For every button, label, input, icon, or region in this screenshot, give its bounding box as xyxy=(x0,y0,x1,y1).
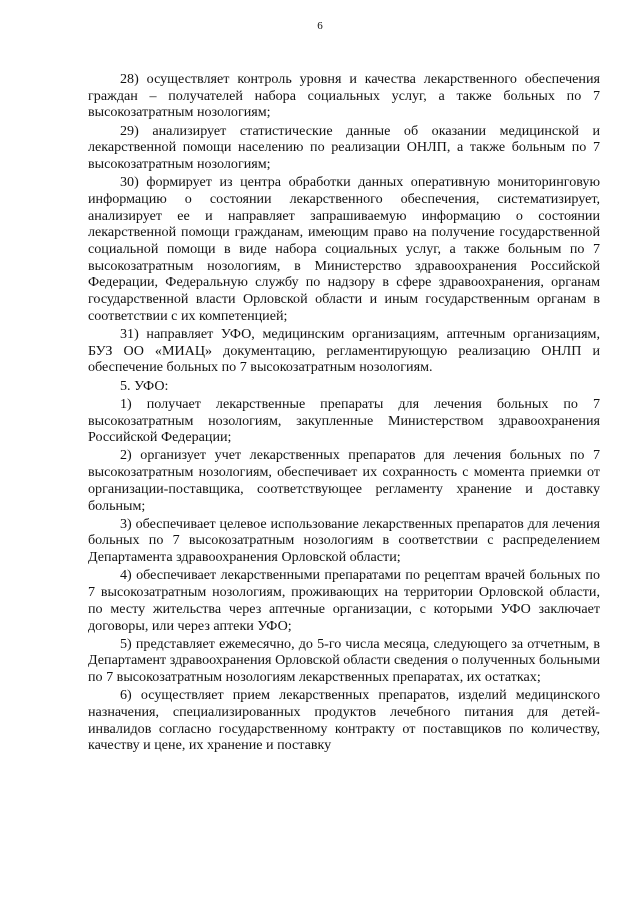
page-number: 6 xyxy=(317,20,323,32)
section-heading: 5. УФО: xyxy=(120,377,169,394)
section-item-5: 5) представляет ежемесячно, до 5-го числа месяца, следующего за отчетным, в Департамент здравоохранения Орловской области сведения о полученных больными по 7 высокозатратным нозологиям лекарственных препаратах, их остатках; xyxy=(88,635,600,686)
section-item-2: 2) организует учет лекарственных препаратов для лечения больных по 7 высокозатратным нозологиям, обеспечивает их сохранность с момента приемки от организации-поставщика, соответствующее регламенту хранение и доставку больным; xyxy=(88,447,600,514)
document-body xyxy=(88,71,600,756)
paragraph-item-28: 28) осуществляет контроль уровня и качества лекарственного обеспечения граждан – получателей набора социальных услуг, а также больных по 7 высокозатратным нозологиям; xyxy=(88,71,600,121)
section-item-3: 3) обеспечивает целевое использование лекарственных препаратов для лечения больных по 7 высокозатратным нозологиям в соответствии с распределением Департамента здравоохранения Орловской области; xyxy=(88,515,600,566)
paragraph-item-31: 31) направляет УФО, медицинским организациям, аптечным организациям, БУЗ ОО «МИАЦ» документацию, регламентирующую реализацию ОНЛП и обеспечение больных по 7 высокозатратным нозологиям. xyxy=(88,326,600,376)
paragraph-item-29: 29) анализирует статистические данные об оказании медицинской и лекарственной помощи населению по реализации ОНЛП, а также больным по 7 высокозатратным нозологиям; xyxy=(88,122,600,173)
paragraph-item-30: 30) формирует из центра обработки данных оперативную мониторинговую информацию о состоянии лекарственного обеспечения, систематизирует, анализирует ее и направляет запрашиваемую информацию о состоянии лекарственной помощи гражданам, имеющим право на получение государственной социальной помощи в виде набора социальных услуг, а также больным по 7 высокозатратным нозологиям, в Министерство здравоохранения Российской Федерации, Федеральную службу по надзору в сфере здравоохранения, органам государственной власти Орловской области и иным государственным органам в соответствии с их компетенцией; xyxy=(88,174,600,324)
section-item-4: 4) обеспечивает лекарственными препаратами по рецептам врачей больных по 7 высокозатратным нозологиям, проживающих на территории Орловской области, по месту жительства через аптечные организации, с которыми УФО заключает договоры, или через аптеки УФО; xyxy=(88,567,600,634)
section-item-1: 1) получает лекарственные препараты для лечения больных по 7 высокозатратным нозологиям, закупленные Министерством здравоохранения Российской Федерации; xyxy=(88,395,600,446)
section-item-6: 6) осуществляет прием лекарственных препаратов, изделий медицинского назначения, специализированных продуктов лечебного питания для детей-инвалидов согласно государственному контракту от поставщиков по количеству, качеству и цене, их хранение и поставку xyxy=(88,687,600,754)
